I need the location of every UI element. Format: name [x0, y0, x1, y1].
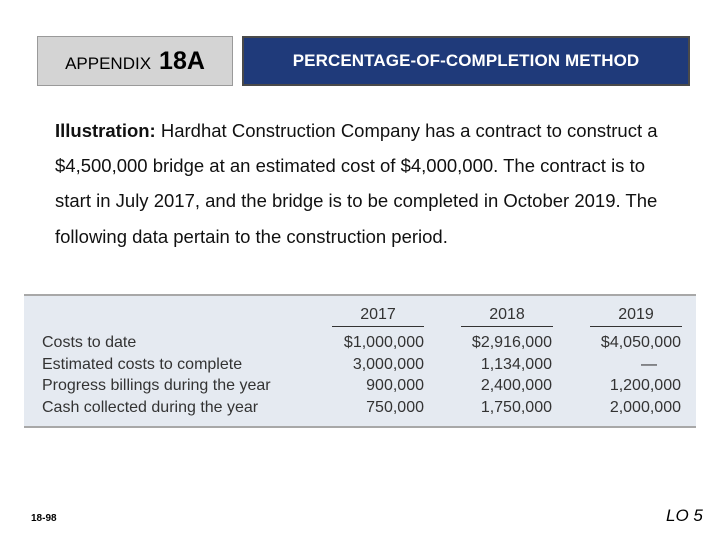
- cell-costs-to-date-2017: $1,000,000: [343, 334, 424, 351]
- row-label-progress-billings: Progress billings during the year: [42, 377, 271, 394]
- slide-number: 18-98: [31, 513, 57, 524]
- year-header-2017: 2017: [332, 306, 424, 327]
- cell-costs-to-date-2018: $2,916,000: [471, 334, 552, 351]
- year-header-2018: 2018: [461, 306, 553, 327]
- appendix-label: APPENDIX: [65, 54, 152, 73]
- row-label-estimated-costs: Estimated costs to complete: [42, 356, 243, 373]
- appendix-number: 18A: [159, 46, 205, 75]
- learning-objective: LO 5: [666, 506, 703, 525]
- construction-data-table: [24, 294, 696, 428]
- cell-costs-to-date-2019: $4,050,000: [600, 334, 681, 351]
- row-label-cash-collected: Cash collected during the year: [42, 399, 259, 416]
- cell-estimated-costs-2017: 3,000,000: [352, 356, 424, 373]
- appendix-badge: [37, 36, 233, 86]
- cell-estimated-costs-2019: —: [641, 356, 657, 373]
- illustration-lead: Illustration:: [55, 120, 156, 141]
- slide-title: PERCENTAGE-OF-COMPLETION METHOD: [292, 51, 640, 70]
- cell-estimated-costs-2018: 1,134,000: [480, 356, 552, 373]
- illustration-paragraph: [55, 113, 675, 254]
- cell-cash-collected-2017: 750,000: [366, 399, 424, 416]
- cell-progress-billings-2019: 1,200,000: [609, 377, 681, 394]
- cell-progress-billings-2017: 900,000: [366, 377, 424, 394]
- illustration-text: Hardhat Construction Company has a contract to construct a $4,500,000 bridge at an estimated cost of $4,000,000. The contract is to start in July 2017, and the bridge is to be completed in October 2019. The following data pertain to the construction period.: [55, 120, 658, 247]
- cell-progress-billings-2018: 2,400,000: [480, 377, 552, 394]
- row-label-costs-to-date: Costs to date: [42, 334, 137, 351]
- year-header-2019: 2019: [590, 306, 682, 327]
- cell-cash-collected-2019: 2,000,000: [609, 399, 681, 416]
- cell-cash-collected-2018: 1,750,000: [480, 399, 552, 416]
- title-banner: [242, 36, 690, 86]
